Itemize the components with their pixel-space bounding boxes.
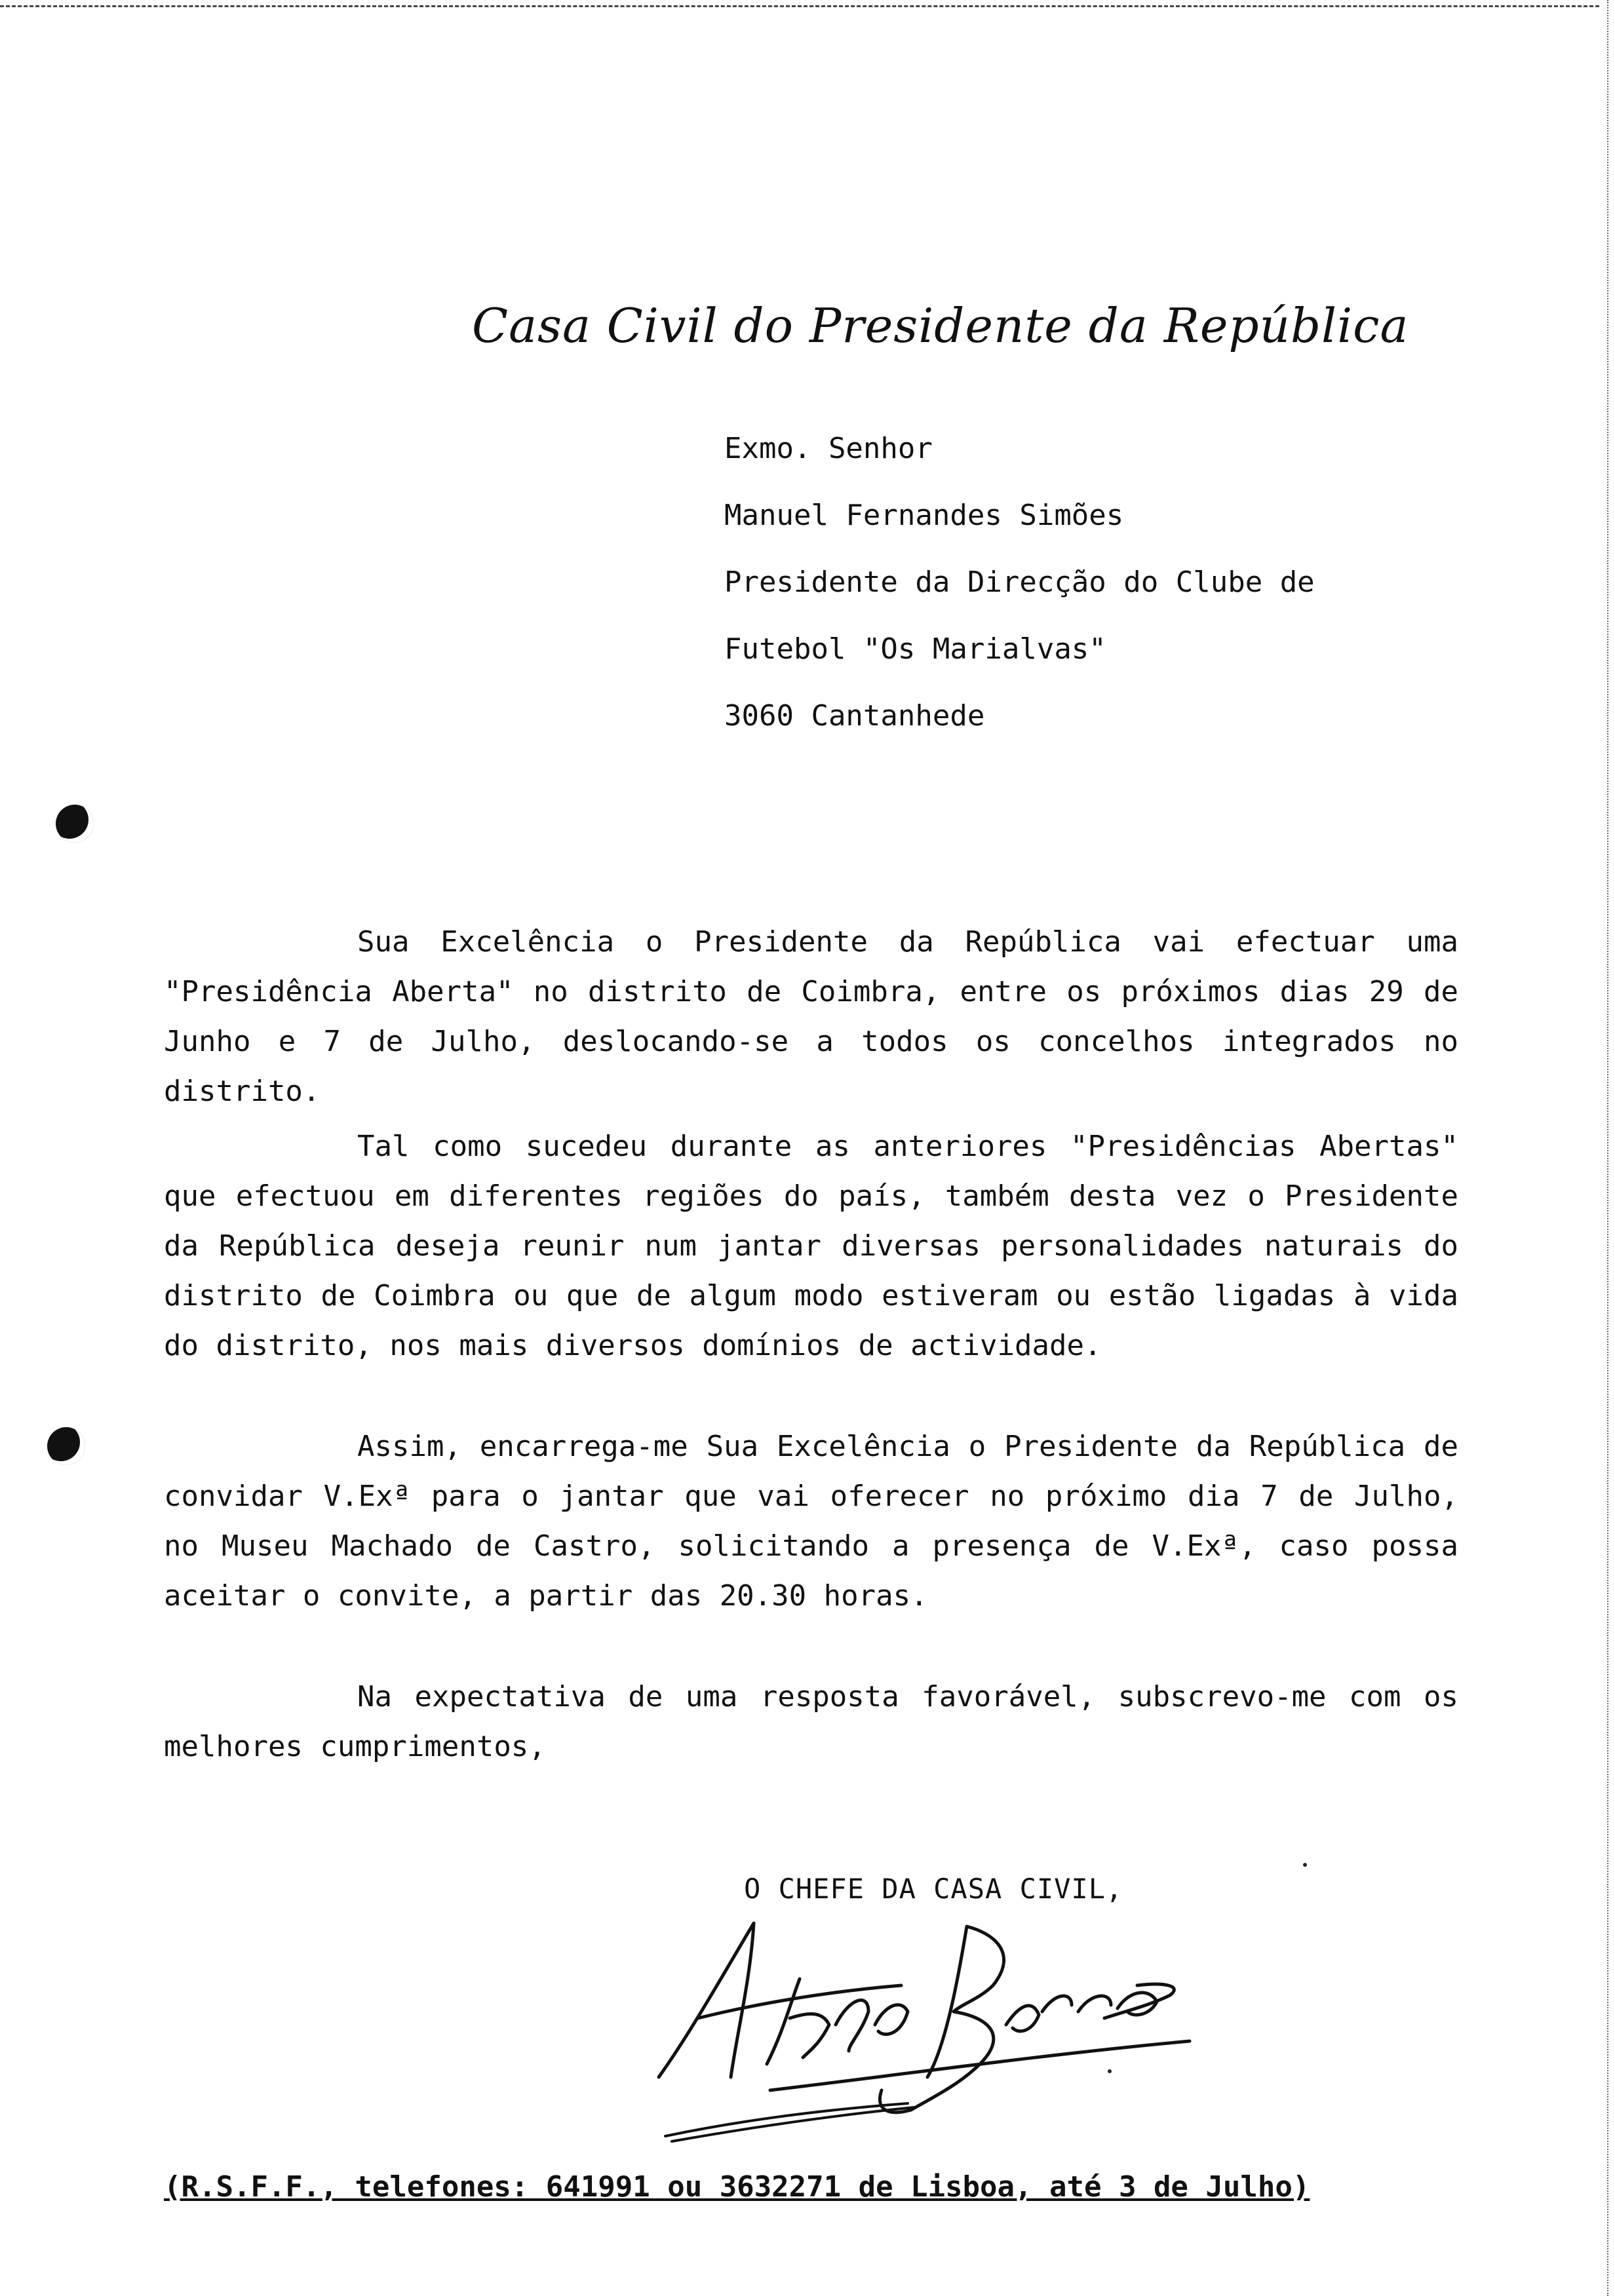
letterhead: Casa Civil do Presidente da República (472, 298, 1409, 353)
paragraph-1 (164, 917, 1458, 1117)
recipient-city: 3060 Cantanhede (724, 699, 985, 733)
paragraph-text: Sua Excelência o Presidente da República vai efectuar uma "Presidência Aberta" no distrito de Coimbra, entre os próximos dias 29 de Junho e 7 de Julho, deslocando-se a todos os concelhos integrados no distrito. (164, 925, 1458, 1108)
paragraph-2 (164, 1122, 1458, 1371)
recipient-salutation: Exmo. Senhor (724, 432, 933, 465)
recipient-address (724, 426, 1315, 760)
paragraph-text: Tal como sucedeu durante as anteriores "Presidências Abertas" que efectuou em diferentes regiões do país, também desta vez o Presidente da República deseja reunir num jantar diversas personalidades naturais do distrito de Coimbra ou que de algum modo estiveram ou estão ligadas à vida do distrito, nos mais diversos domínios de actividade. (164, 1130, 1458, 1362)
recipient-name: Manuel Fernandes Simões (724, 499, 1124, 532)
paragraph-3 (164, 1422, 1458, 1621)
closing-title: O CHEFE DA CASA CIVIL, (744, 1873, 1123, 1905)
footer-note: (R.S.F.F., telefones: 641991 ou 3632271 de Lisboa, até 3 de Julho) (164, 2170, 1310, 2204)
ink-speck (1108, 2069, 1112, 2073)
paragraph-text: Assim, encarrega-me Sua Excelência o Presidente da República de convidar V.Exª para o jantar que vai oferecer no próximo dia 7 de Julho, no Museu Machado de Castro, solicitando a presença de V.Exª, caso possa aceitar o convite, a partir das 20.30 horas. (164, 1430, 1458, 1613)
punch-hole-lower (47, 1427, 85, 1465)
page-right-edge (1607, 0, 1608, 2296)
paragraph-text: Na expectativa de uma resposta favorável, subscrevo-me com os melhores cumprimentos, (164, 1680, 1458, 1763)
ink-speck (1303, 1863, 1307, 1867)
recipient-title-line-1: Presidente da Direcção do Clube de (724, 565, 1315, 599)
recipient-title-line-2: Futebol "Os Marialvas" (724, 632, 1106, 666)
paragraph-4 (164, 1672, 1458, 1772)
page-top-edge (0, 5, 1599, 7)
punch-hole-upper (56, 805, 94, 843)
signature-image (652, 1913, 1196, 2149)
